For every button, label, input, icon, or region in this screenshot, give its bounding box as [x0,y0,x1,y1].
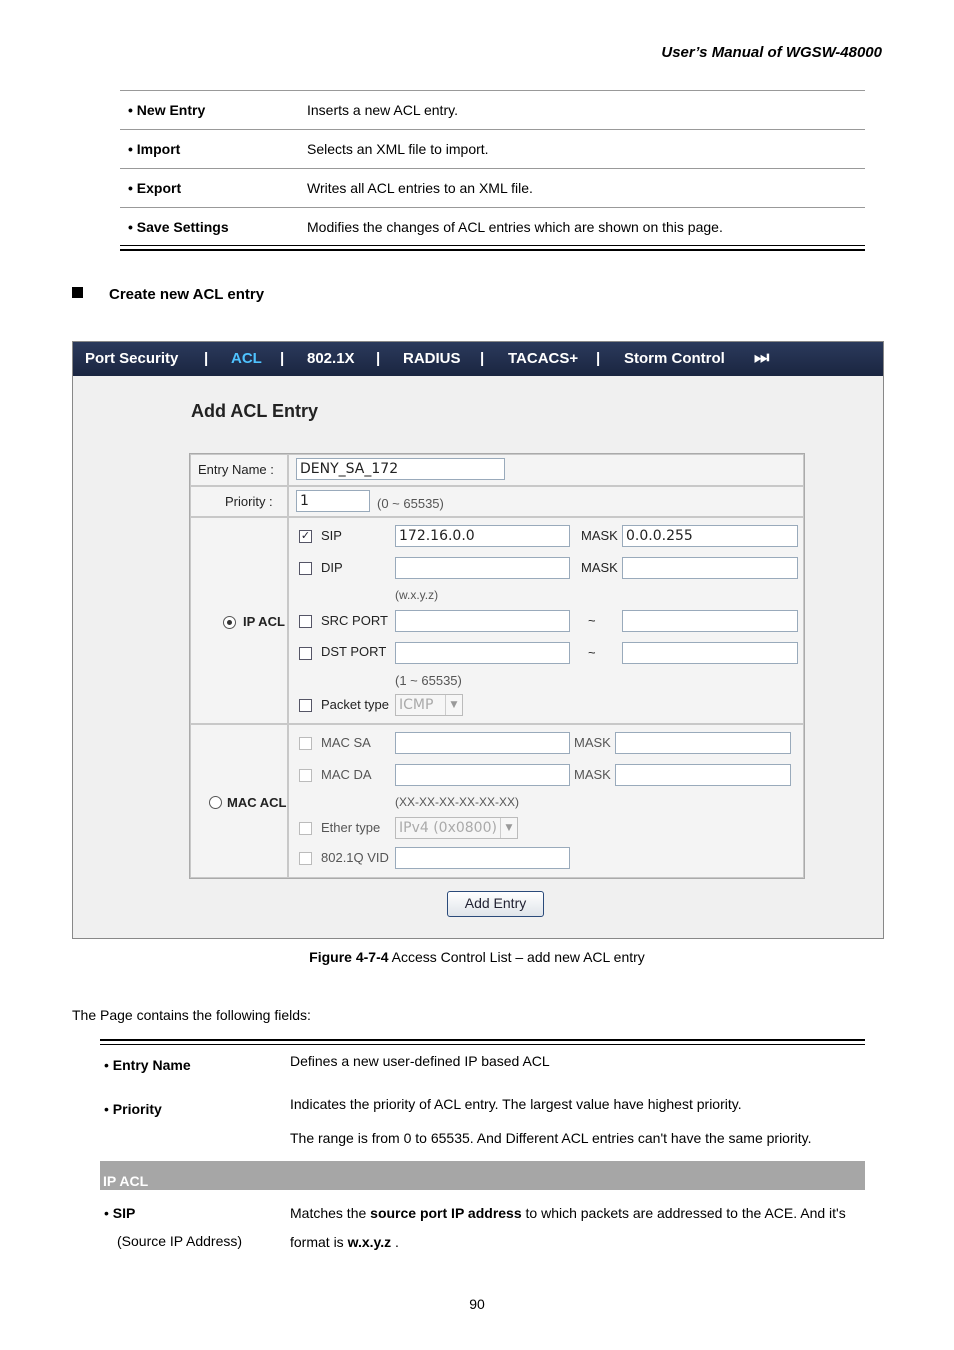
table-row: • Export Writes all ACL entries to an XML file. [120,169,865,208]
dst-port-start-input[interactable] [395,642,570,664]
dst-port-end-input[interactable] [622,642,798,664]
entry-name-input[interactable]: DENY_SA_172 [296,458,505,480]
vid-input[interactable] [395,847,570,869]
description: Inserts a new ACL entry. [307,91,865,130]
mac-format-hint: (XX-XX-XX-XX-XX-XX) [395,795,520,809]
mac-acl-radio[interactable] [209,796,222,809]
packet-type-checkbox[interactable] [299,699,312,712]
field-name-priority: • Priority [104,1101,162,1117]
field-desc-sip-1: Matches the source port IP address to which packets are addressed to the ACE. And it's [290,1205,846,1221]
priority-input[interactable]: 1 [296,490,370,512]
entry-name-label: Entry Name : [198,462,274,477]
dip-input[interactable] [395,557,570,579]
mac-acl-label: MAC ACL [227,795,287,810]
sip-label: SIP [321,528,342,543]
page-number: 90 [469,1296,485,1312]
tab-acl[interactable]: ACL [231,350,262,367]
nav-separator: | [596,350,601,367]
vid-label: 802.1Q VID [321,850,389,865]
mac-da-checkbox[interactable] [299,769,312,782]
section-heading: Create new ACL entry [72,286,264,303]
dip-mask-label: MASK [581,560,618,575]
mac-da-input[interactable] [395,764,570,786]
src-port-end-input[interactable] [622,610,798,632]
priority-label: Priority : [225,494,273,509]
ether-type-checkbox[interactable] [299,822,312,835]
acl-screenshot [72,341,884,939]
dst-port-label: DST PORT [321,644,387,659]
chevron-down-icon: ▼ [445,695,462,715]
mac-da-mask-input[interactable] [615,764,791,786]
buttons-table [120,90,865,246]
nav-separator: | [376,350,381,367]
mac-da-label: MAC DA [321,767,372,782]
dip-mask-input[interactable] [622,557,798,579]
tab-radius[interactable]: RADIUS [403,350,461,367]
square-bullet-icon [72,287,83,298]
sip-mask-input[interactable]: 0.0.0.255 [622,525,798,547]
mac-da-mask-label: MASK [574,767,611,782]
sip-checkbox[interactable]: ✓ [300,530,311,542]
tab-8021x[interactable]: 802.1X [307,350,355,367]
tab-storm-control[interactable]: Storm Control [624,350,725,367]
tab-tacacs[interactable]: TACACS+ [508,350,579,367]
table-row: • Save Settings Modifies the changes of ACL entries which are shown on this page. [120,208,865,247]
nav-separator: | [480,350,485,367]
table-row: • New Entry Inserts a new ACL entry. [120,91,865,130]
mac-sa-mask-label: MASK [574,735,611,750]
dst-port-checkbox[interactable] [299,647,312,660]
page-title: Add ACL Entry [191,401,319,421]
nav-separator: | [280,350,285,367]
mac-sa-checkbox[interactable] [299,737,312,750]
description: Writes all ACL entries to an XML file. [307,169,865,208]
term: New Entry [136,102,206,118]
dip-checkbox[interactable] [299,562,312,575]
src-port-label: SRC PORT [321,613,388,628]
ether-type-select[interactable]: IPv4 (0x0800) ▼ [395,817,518,839]
running-header: User’s Manual of WGSW-48000 [661,44,882,61]
src-port-checkbox[interactable] [299,615,312,628]
src-port-start-input[interactable] [395,610,570,632]
intro-text: The Page contains the following fields: [72,1007,311,1023]
ip-acl-radio[interactable] [223,616,236,629]
range-tilde: ~ [588,645,596,660]
description: Selects an XML file to import. [307,130,865,169]
term: Save Settings [136,219,229,235]
more-tabs-icon[interactable]: ⏭ [754,348,770,367]
mac-sa-label: MAC SA [321,735,371,750]
nav-separator: | [204,350,209,367]
nav-bar [73,342,883,376]
range-tilde: ~ [588,613,596,628]
field-sub-sip: (Source IP Address) [117,1233,243,1249]
packet-type-label: Packet type [321,697,389,712]
chevron-down-icon: ▼ [500,818,517,838]
term: Import [136,141,181,157]
ether-type-label: Ether type [321,820,381,835]
tab-port-security[interactable]: Port Security [85,350,179,367]
sip-input[interactable]: 172.16.0.0 [395,525,570,547]
field-name-sip: • SIP [104,1205,136,1221]
field-desc-priority-2: The range is from 0 to 65535. And Different ACL entries can't have the same priority. [290,1130,812,1146]
field-desc-priority-1: Indicates the priority of ACL entry. The largest value have highest priority. [290,1096,742,1112]
dip-label: DIP [321,560,343,575]
ip-acl-section-bar: IP ACL [100,1161,865,1190]
ip-acl-label: IP ACL [243,614,285,629]
term: Export [136,180,182,196]
ip-format-hint: (w.x.y.z) [395,588,439,602]
field-name-entry-name: • Entry Name [104,1057,191,1073]
mac-sa-mask-input[interactable] [615,732,791,754]
field-desc-entry-name: Defines a new user-defined IP based ACL [290,1053,550,1069]
sip-mask-label: MASK [581,528,618,543]
packet-type-select[interactable]: ICMP ▼ [395,694,463,716]
priority-range: (0 ~ 65535) [377,496,444,511]
field-desc-sip-2: format is w.x.y.z . [290,1234,399,1250]
vid-checkbox[interactable] [299,852,312,865]
figure-caption: Figure 4-7-4 Access Control List – add new ACL entry [309,949,645,965]
add-acl-form [189,453,805,879]
mac-sa-input[interactable] [395,732,570,754]
add-entry-button[interactable]: Add Entry [447,891,544,917]
fields-top-rule [100,1039,865,1045]
port-range-hint: (1 ~ 65535) [395,673,462,688]
table-bottom-rule [120,245,865,251]
description: Modifies the changes of ACL entries which are shown on this page. [307,208,865,247]
table-row: • Import Selects an XML file to import. [120,130,865,169]
